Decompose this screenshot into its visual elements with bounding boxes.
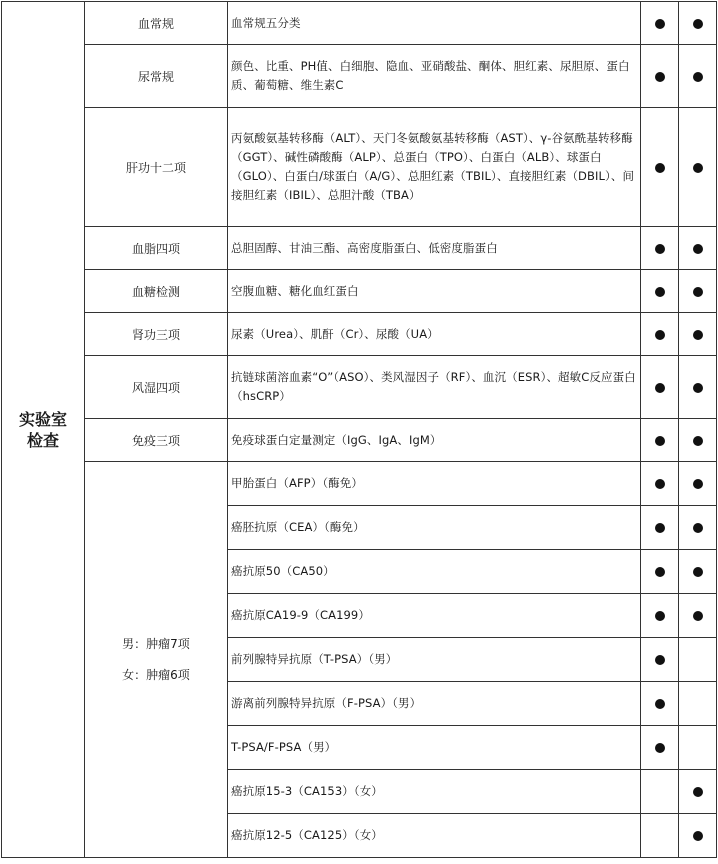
description-cell: 前列腺特异抗原（T-PSA）（男） <box>228 638 641 682</box>
column-a-mark <box>641 594 679 638</box>
section-label-line2: 检查 <box>26 430 59 450</box>
description-cell: 癌胚抗原（CEA）（酶免） <box>228 506 641 550</box>
table-row <box>2 108 717 227</box>
category-cell: 肾功三项 <box>85 313 228 356</box>
table-row <box>2 270 717 313</box>
description-cell: 癌抗原CA19-9（CA199） <box>228 594 641 638</box>
description-cell: T-PSA/F-PSA（男） <box>228 726 641 770</box>
column-b-mark <box>679 594 717 638</box>
category-cell: 血常规 <box>85 2 228 45</box>
filled-dot-icon <box>655 19 665 29</box>
column-a-mark <box>641 419 679 462</box>
filled-dot-icon <box>655 383 665 393</box>
category-cell: 风湿四项 <box>85 356 228 419</box>
column-b-mark <box>679 462 717 506</box>
column-b-mark <box>679 506 717 550</box>
column-a-mark <box>641 108 679 227</box>
column-b-mark <box>679 45 717 108</box>
filled-dot-icon <box>655 244 665 254</box>
column-b-mark <box>679 419 717 462</box>
filled-dot-icon <box>655 523 665 533</box>
table-row <box>2 419 717 462</box>
description-cell: 癌抗原15-3（CA153）（女） <box>228 770 641 814</box>
description-cell: 癌抗原50（CA50） <box>228 550 641 594</box>
filled-dot-icon <box>693 72 703 82</box>
description-cell: 血常规五分类 <box>228 2 641 45</box>
description-cell: 游离前列腺特异抗原（F-PSA）（男） <box>228 682 641 726</box>
filled-dot-icon <box>693 436 703 446</box>
table-row <box>2 462 717 506</box>
column-b-mark <box>679 108 717 227</box>
filled-dot-icon <box>655 72 665 82</box>
filled-dot-icon <box>655 567 665 577</box>
filled-dot-icon <box>693 244 703 254</box>
filled-dot-icon <box>693 787 703 797</box>
filled-dot-icon <box>655 611 665 621</box>
category-cell: 免疫三项 <box>85 419 228 462</box>
filled-dot-icon <box>693 831 703 841</box>
table-row <box>2 313 717 356</box>
column-b-mark <box>679 270 717 313</box>
category-cell: 尿常规 <box>85 45 228 108</box>
filled-dot-icon <box>693 567 703 577</box>
description-cell: 丙氨酸氨基转移酶（ALT）、天门冬氨酸氨基转移酶（AST）、γ-谷氨酰基转移酶（GGT）、碱性磷酸酶（ALP）、总蛋白（TPO）、白蛋白（ALB）、球蛋白（GLO）、白蛋白/球蛋白（A/G）、总胆红素（TBIL）、直接胆红素（DBIL）、间接胆红素（IBIL）、总胆汁酸（TBA） <box>228 108 641 227</box>
filled-dot-icon <box>655 163 665 173</box>
filled-dot-icon <box>693 19 703 29</box>
table-row <box>2 2 717 45</box>
column-a-mark <box>641 506 679 550</box>
tumor-category-male: 男：肿瘤7项 <box>122 636 190 651</box>
filled-dot-icon <box>693 479 703 489</box>
filled-dot-icon <box>693 163 703 173</box>
filled-dot-icon <box>693 287 703 297</box>
column-b-mark <box>679 638 717 682</box>
description-cell: 空腹血糖、糖化血红蛋白 <box>228 270 641 313</box>
exam-table <box>1 1 717 858</box>
filled-dot-icon <box>655 699 665 709</box>
filled-dot-icon <box>693 383 703 393</box>
column-b-mark <box>679 356 717 419</box>
filled-dot-icon <box>693 330 703 340</box>
section-label-line1: 实验室 <box>18 409 67 429</box>
category-cell: 血脂四项 <box>85 227 228 270</box>
column-b-mark <box>679 550 717 594</box>
column-a-mark <box>641 227 679 270</box>
column-b-mark <box>679 770 717 814</box>
filled-dot-icon <box>693 611 703 621</box>
description-cell: 免疫球蛋白定量测定（IgG、IgA、IgM） <box>228 419 641 462</box>
column-a-mark <box>641 550 679 594</box>
description-cell: 颜色、比重、PH值、白细胞、隐血、亚硝酸盐、酮体、胆红素、尿胆原、蛋白质、葡萄糖、维生素C <box>228 45 641 108</box>
tumor-category-cell <box>85 462 228 858</box>
tumor-category-female: 女：肿瘤6项 <box>122 667 190 682</box>
column-b-mark <box>679 2 717 45</box>
filled-dot-icon <box>655 743 665 753</box>
column-a-mark <box>641 270 679 313</box>
table-row <box>2 356 717 419</box>
column-a-mark <box>641 682 679 726</box>
description-cell: 癌抗原12-5（CA125）（女） <box>228 814 641 858</box>
column-a-mark <box>641 638 679 682</box>
filled-dot-icon <box>693 523 703 533</box>
column-a-mark <box>641 814 679 858</box>
column-b-mark <box>679 313 717 356</box>
category-cell: 肝功十二项 <box>85 108 228 227</box>
exam-table-body <box>2 2 717 858</box>
description-cell: 甲胎蛋白（AFP）（酶免） <box>228 462 641 506</box>
column-a-mark <box>641 462 679 506</box>
filled-dot-icon <box>655 287 665 297</box>
column-a-mark <box>641 726 679 770</box>
filled-dot-icon <box>655 479 665 489</box>
description-cell: 尿素（Urea）、肌酐（Cr）、尿酸（UA） <box>228 313 641 356</box>
column-b-mark <box>679 814 717 858</box>
filled-dot-icon <box>655 655 665 665</box>
column-a-mark <box>641 356 679 419</box>
column-b-mark <box>679 726 717 770</box>
table-row <box>2 227 717 270</box>
description-cell: 总胆固醇、甘油三酯、高密度脂蛋白、低密度脂蛋白 <box>228 227 641 270</box>
column-a-mark <box>641 2 679 45</box>
column-b-mark <box>679 682 717 726</box>
category-cell: 血糖检测 <box>85 270 228 313</box>
column-a-mark <box>641 770 679 814</box>
column-a-mark <box>641 45 679 108</box>
description-cell: 抗链球菌溶血素“O”（ASO）、类风湿因子（RF）、血沉（ESR）、超敏C反应蛋白（hsCRP） <box>228 356 641 419</box>
table-row <box>2 45 717 108</box>
column-b-mark <box>679 227 717 270</box>
filled-dot-icon <box>655 330 665 340</box>
section-label <box>2 2 85 858</box>
column-a-mark <box>641 313 679 356</box>
filled-dot-icon <box>655 436 665 446</box>
